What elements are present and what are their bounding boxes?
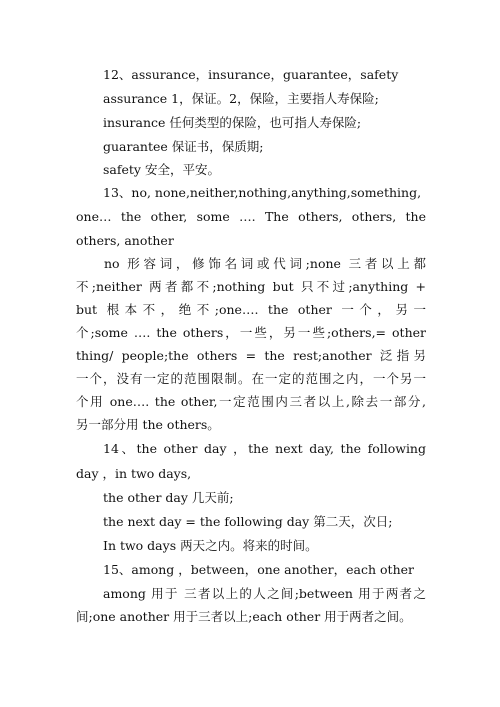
- section-12-item: assurance 1，保证。2，保险，主要指人寿保险;: [103, 91, 379, 106]
- section-13-heading: one… the other, some …. The others, others, the: [76, 209, 426, 224]
- section-13-body-line: thing/ people;the others = the rest;another 泛指另: [76, 348, 426, 363]
- section-14-heading: 14、the other day ，the next day, the following: [103, 441, 426, 456]
- section-15-body-line: 间;one another 用于三者以上;each other 用于两者之间。: [76, 609, 412, 624]
- section-12-heading: 12、assurance，insurance，guarantee，safety: [103, 67, 399, 82]
- section-13-body-line: 个用 one…. the other,一定范围内三者以上,除去一部分,: [76, 394, 426, 409]
- section-13-body-line: 不;neither 两者都不;nothing but 只不过;anything +: [76, 279, 426, 294]
- section-14-heading: day ，in two days,: [76, 466, 192, 481]
- section-14-item: the next day = the following day 第二天，次日;: [103, 514, 393, 529]
- section-13-heading: 13、no, none,neither,nothing,anything,something,: [103, 185, 422, 200]
- section-13-body-line: no 形容词，修饰名词或代词;none 三者以上都: [104, 256, 426, 271]
- section-15-body-line: among 用于 三者以上的人之间;between 用于两者之: [103, 586, 426, 601]
- section-12-item: guarantee 保证书，保质期;: [103, 139, 264, 154]
- section-13-body-line: but 根本不，绝不;one…. the other 一个，另一: [76, 302, 426, 317]
- section-13-body-line: 个;some …. the others，一些，另一些;others,= other: [76, 325, 426, 340]
- section-13-heading: others, another: [76, 233, 174, 248]
- section-14-item: the other day 几天前;: [103, 490, 234, 505]
- section-14-item: In two days 两天之内。将来的时间。: [103, 538, 318, 553]
- section-12-item: safety 安全，平安。: [103, 162, 220, 177]
- section-15-heading: 15、among ，between，one another，each other: [103, 562, 414, 577]
- section-13-body-line: 一个，没有一定的范围限制。在一定的范围之内，一个另一: [76, 371, 426, 386]
- section-13-body-line: 另一部分用 the others。: [76, 417, 220, 432]
- section-12-item: insurance 任何类型的保险，也可指人寿保险;: [103, 115, 362, 130]
